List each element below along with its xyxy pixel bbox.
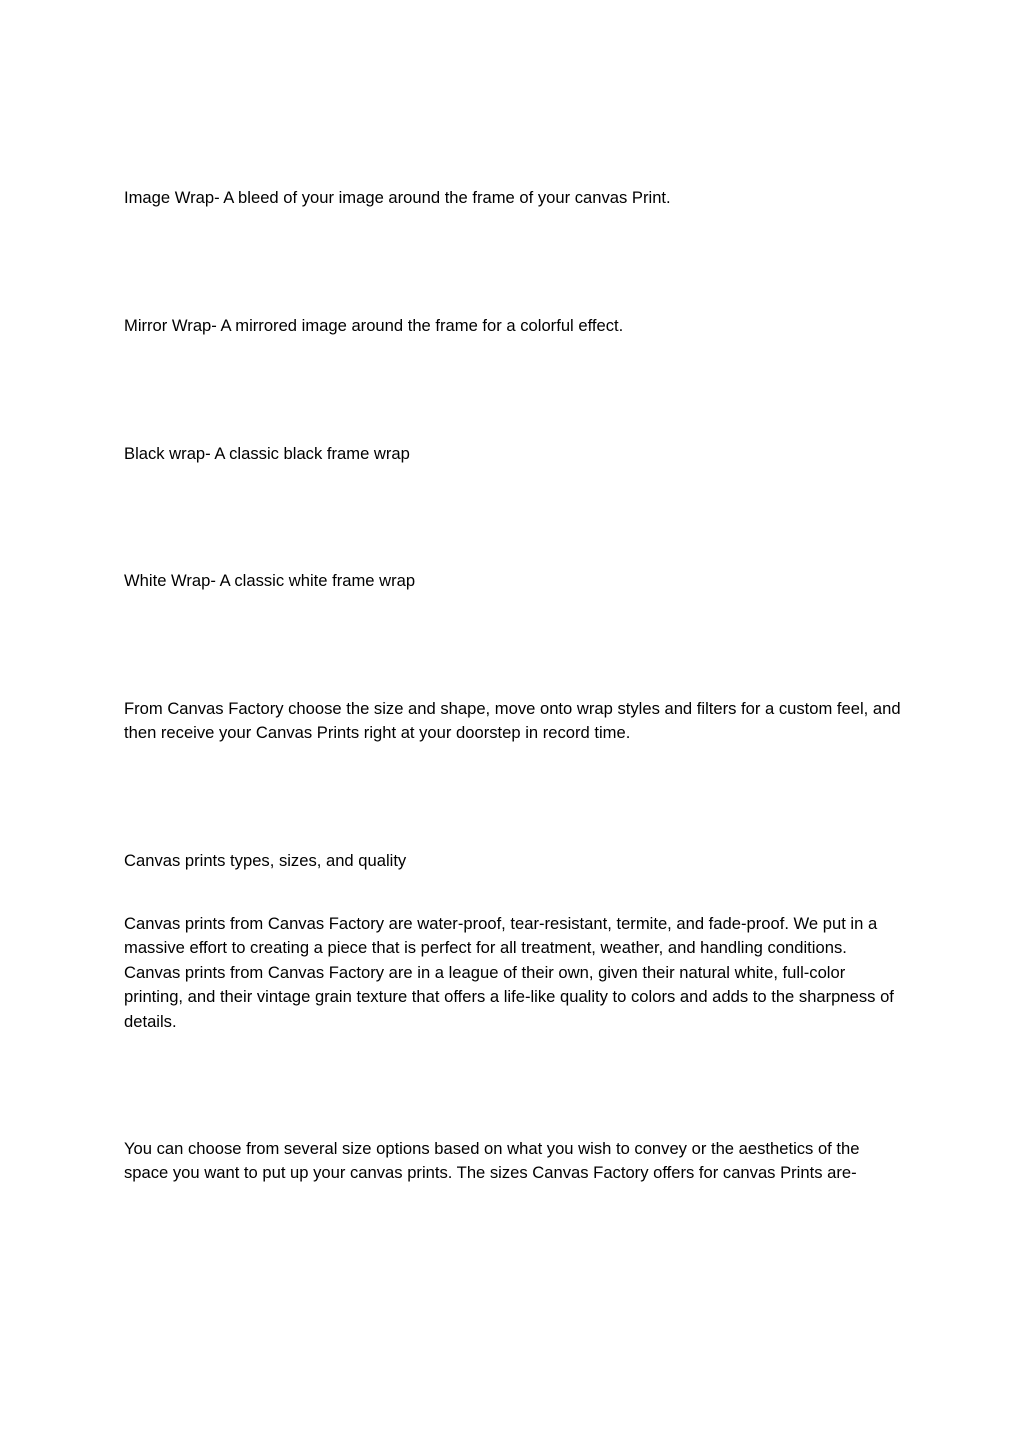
paragraph-ordering-process: From Canvas Factory choose the size and shape, move onto wrap styles and filters for a custom feel, and then receive your Canvas Prints right at your doorstep in record time. (124, 699, 901, 743)
section-heading-types-sizes-quality: Canvas prints types, sizes, and quality (124, 851, 407, 870)
paragraph-black-wrap: Black wrap- A classic black frame wrap (124, 444, 410, 463)
paragraph-image-wrap: Image Wrap- A bleed of your image around the frame of your canvas Print. (124, 188, 671, 207)
paragraph-white-wrap: White Wrap- A classic white frame wrap (124, 571, 416, 590)
paragraph-quality-description: Canvas prints from Canvas Factory are water-proof, tear-resistant, termite, and fade-proof. We put in a massive effort to creating a piece that is perfect for all treatment, weather, and handling conditions. Canvas prints from Canvas Factory are in a league of their own, given their natural white, full-color printing, and their vintage grain texture that offers a life-like quality to colors and adds to the sharpness of details. (124, 914, 894, 1031)
paragraph-size-options: You can choose from several size options based on what you wish to convey or the aesthetics of the space you want to put up your canvas prints. The sizes Canvas Factory offers for canvas Prints are- (124, 1139, 860, 1183)
paragraph-mirror-wrap: Mirror Wrap- A mirrored image around the frame for a colorful effect. (124, 316, 624, 335)
